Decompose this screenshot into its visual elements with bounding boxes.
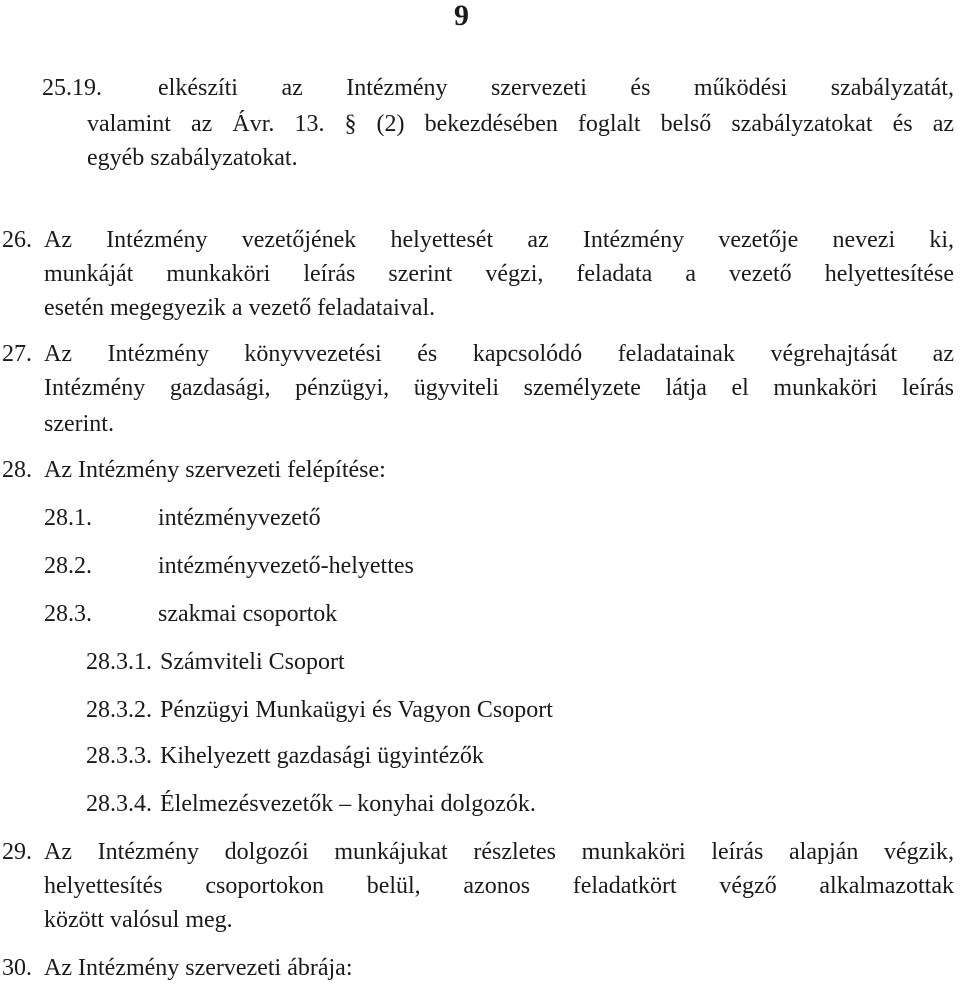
subsubitem-text: Pénzügyi Munkaügyi és Vagyon Csoport	[160, 697, 553, 723]
item-number: 27.	[2, 341, 32, 367]
page-number: 9	[454, 0, 469, 32]
item-text-line: Az Intézmény dolgozói munkájukat részletes munkaköri leírás alapján végzik,	[44, 839, 954, 865]
item-text-line: szerint.	[44, 411, 114, 437]
item-text-line: Az Intézmény szervezeti ábrája:	[44, 955, 353, 981]
item-number: 29.	[2, 839, 32, 865]
item-text-line: valamint az Ávr. 13. § (2) bekezdésében foglalt belső szabályzatokat és az	[87, 111, 954, 137]
item-number: 25.19.	[42, 75, 102, 101]
subsubitem-number: 28.3.2.	[86, 697, 152, 723]
subitem-number: 28.3.	[44, 601, 92, 627]
subsubitem-number: 28.3.1.	[86, 649, 152, 675]
item-number: 26.	[2, 227, 32, 253]
subsubitem-text: Kihelyezett gazdasági ügyintézők	[160, 743, 484, 769]
item-text-line: Az Intézmény vezetőjének helyettesét az Intézmény vezetője nevezi ki,	[44, 227, 954, 253]
item-text-line: egyéb szabályzatokat.	[87, 145, 298, 171]
item-text-line: helyettesítés csoportokon belül, azonos feladatkört végző alkalmazottak	[44, 873, 954, 899]
item-text-line: esetén megegyezik a vezető feladataival.	[44, 295, 436, 321]
item-text-line: munkáját munkaköri leírás szerint végzi, feladata a vezető helyettesítése	[44, 261, 954, 287]
subsubitem-number: 28.3.4.	[86, 791, 152, 817]
subitem-number: 28.2.	[44, 553, 92, 579]
item-text-line: Intézmény gazdasági, pénzügyi, ügyviteli személyzete látja el munkaköri leírás	[44, 375, 954, 401]
subitem-text: szakmai csoportok	[158, 601, 338, 627]
subsubitem-text: Számviteli Csoport	[160, 649, 345, 675]
item-number: 28.	[2, 457, 32, 483]
subitem-text: intézményvezető	[158, 505, 321, 531]
item-text-line: Az Intézmény könyvvezetési és kapcsolódó feladatainak végrehajtását az	[44, 341, 954, 367]
item-text-line: között valósul meg.	[44, 907, 233, 933]
subsubitem-text: Élelmezésvezetők – konyhai dolgozók.	[160, 791, 536, 817]
subsubitem-number: 28.3.3.	[86, 743, 152, 769]
subitem-text: intézményvezető-helyettes	[158, 553, 414, 579]
item-text-line: Az Intézmény szervezeti felépítése:	[44, 457, 386, 483]
item-text-line: elkészíti az Intézmény szervezeti és működési szabályzatát,	[158, 75, 954, 101]
subitem-number: 28.1.	[44, 505, 92, 531]
item-number: 30.	[2, 955, 32, 981]
